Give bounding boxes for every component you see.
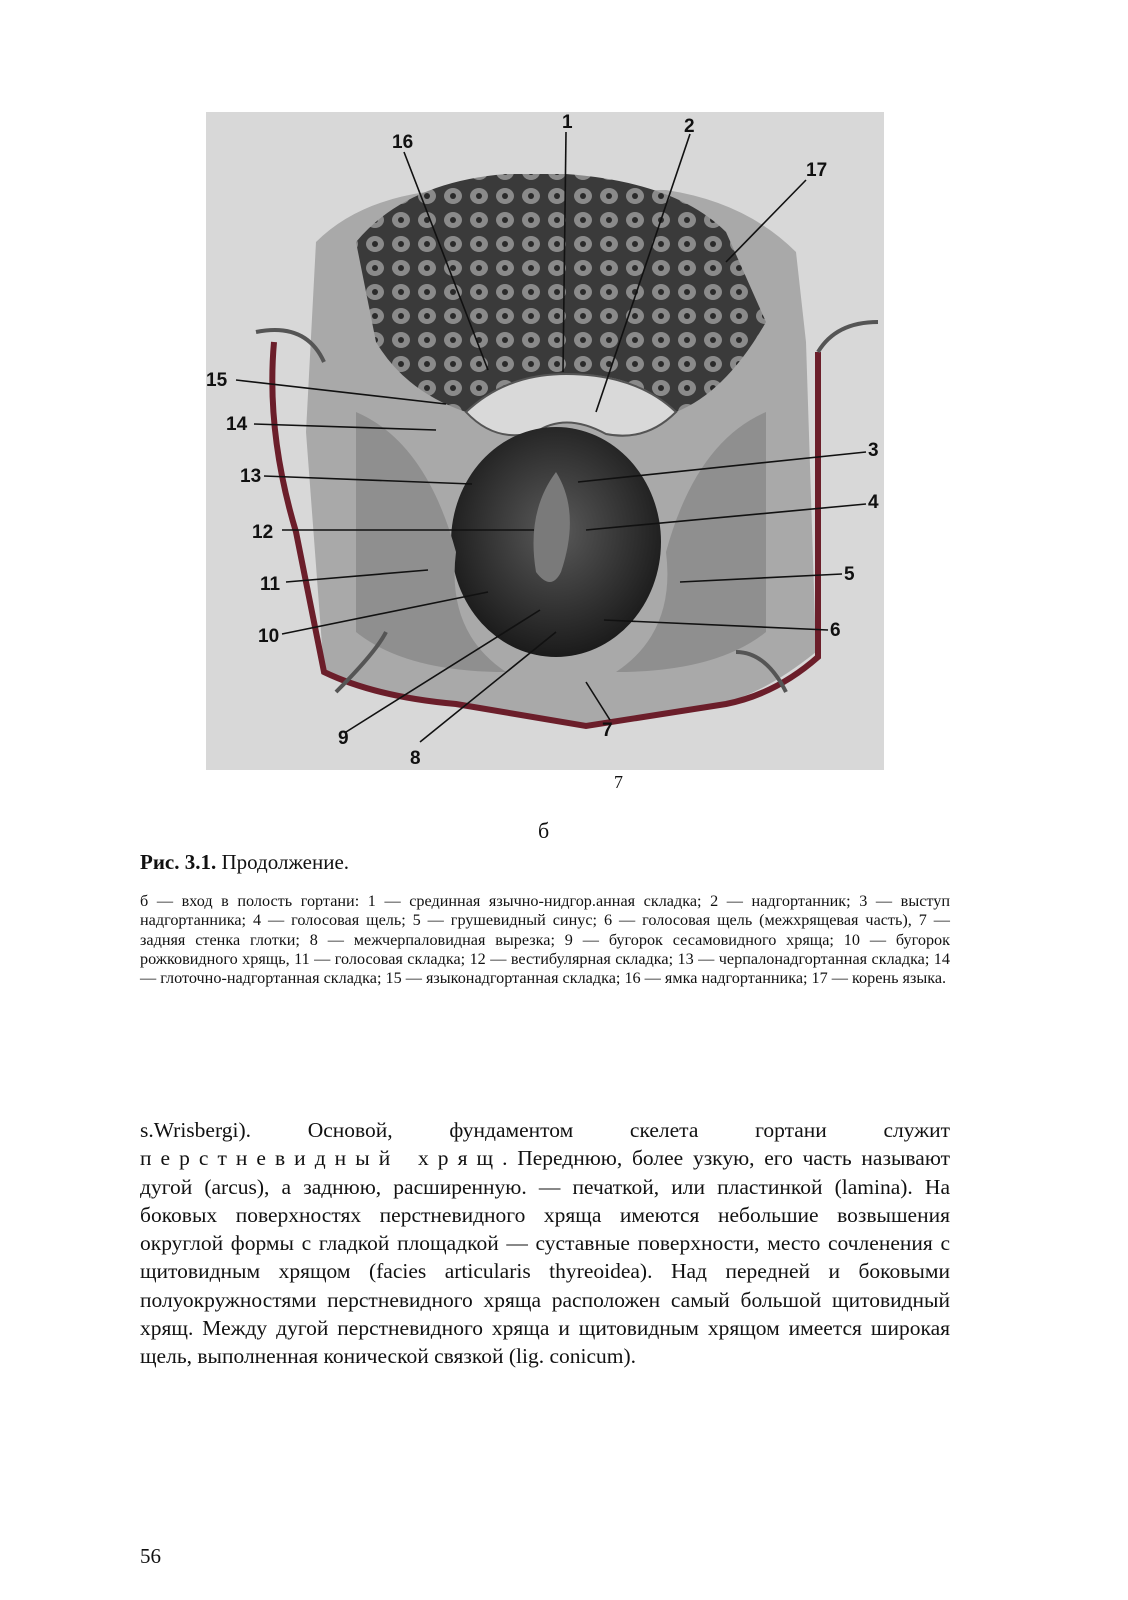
body-text-rest: . Переднюю, более узкую, его часть называют дугой (arcus), а заднюю, расширенную. — печаткой, или пластинкой (lamina). На боковых поверхностях перстневидного хряща имеются небольшие возвышения округлой формы с гладкой площадкой — суставные поверхности, место сочленения с щитовидным хрящом (facies articularis thyreoidea). Над передней и боковыми полуокружностями перстневидного хряща расположен самый большой щитовидный хрящ. Между дугой перстневидного хряща и щитовидным хрящом имеется широкая щель, выполненная конической связкой (lig. conicum).	[140, 1146, 951, 1369]
anatomy-figure	[206, 112, 884, 770]
page-number: 56	[140, 1544, 161, 1568]
figure-sub-number: 7	[614, 772, 623, 792]
label-11: 11	[260, 574, 281, 595]
label-5: 5	[844, 564, 855, 585]
label-2: 2	[684, 116, 695, 137]
label-3: 3	[868, 440, 879, 461]
label-4: 4	[868, 492, 879, 513]
caption-title-text: Продолжение.	[216, 850, 350, 874]
label-6: 6	[830, 620, 841, 641]
label-1: 1	[562, 112, 573, 133]
spaced-term: перстневидный хрящ	[140, 1146, 503, 1171]
caption-number: Рис. 3.1.	[140, 850, 217, 874]
label-16: 16	[392, 132, 414, 153]
label-15: 15	[206, 370, 228, 391]
label-8: 8	[410, 748, 421, 769]
body-paragraph	[140, 1116, 950, 1371]
label-14: 14	[226, 414, 248, 435]
larynx-illustration	[206, 112, 884, 770]
label-10: 10	[258, 626, 280, 647]
panel-letter: б	[538, 818, 550, 843]
figure-caption-title	[140, 850, 349, 875]
label-9: 9	[338, 728, 349, 749]
figure-caption-legend: б — вход в полость гортани: 1 — срединная язычно-нидгор.анная складка; 2 — надгортанник; 3 — выступ надгортанника; 4 — голосовая щель; 5 — грушевидный синус; 6 — голосовая щель (межхрящевая часть), 7 — задняя стенка глотки; 8 — межчерпаловидная вырезка; 9 — бугорок сесамовидного хряща; 10 — бугорок рожковидного хрящь, 11 — голосовая складка; 12 — вестибулярная складка; 13 — черпалонадгортанная складка; 14 — глоточно-надгортанная складка; 15 — языконадгортанная складка; 16 — ямка надгортанника; 17 — корень языка.	[140, 892, 950, 988]
label-17: 17	[806, 160, 828, 181]
label-7: 7	[602, 720, 613, 741]
label-13: 13	[240, 466, 262, 487]
body-text-start: s.Wrisbergi). Основой, фундаментом скелета гортани служит	[140, 1118, 950, 1142]
label-12: 12	[252, 522, 274, 543]
